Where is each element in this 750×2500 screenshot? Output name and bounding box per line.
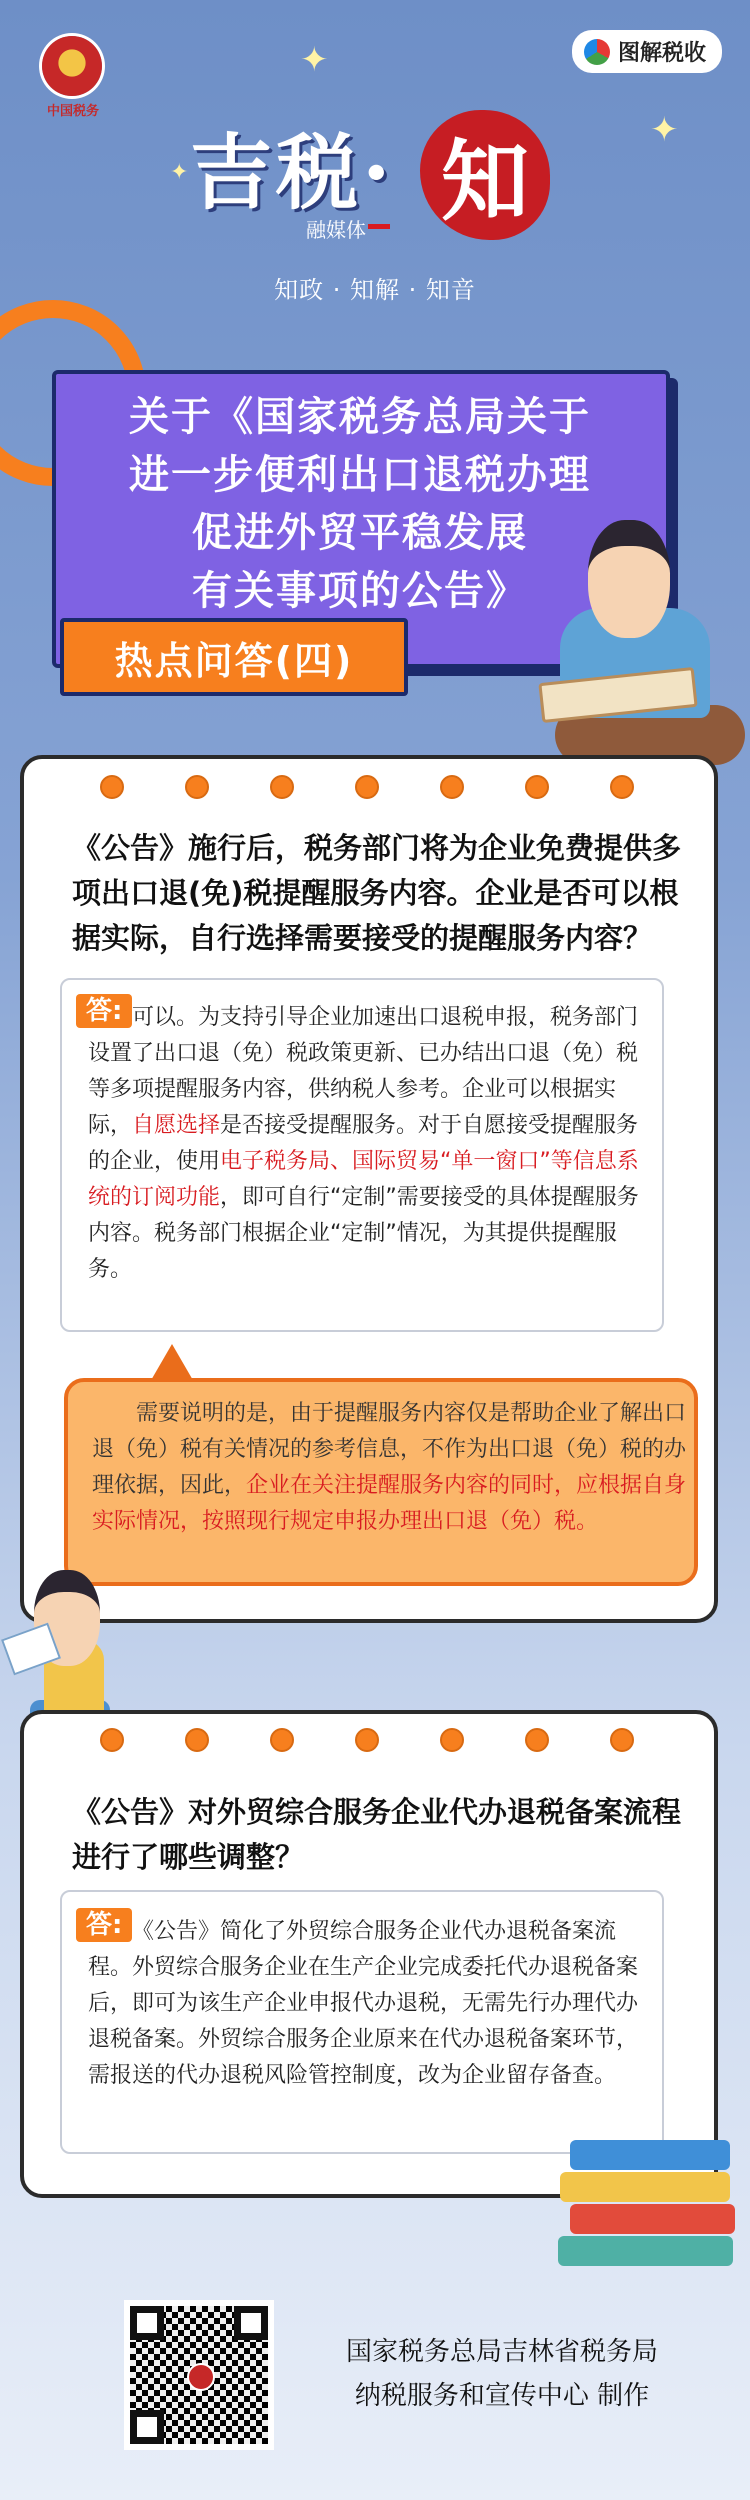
- emblem-caption: 中国税务: [46, 104, 99, 119]
- answer-text-1: [88, 1000, 648, 1288]
- answer-seg: 是否接受提醒服务。对于自愿接受提醒服务的企业，使用: [88, 1113, 639, 1174]
- book-stack-icon: [560, 2172, 730, 2202]
- answer-tag: 答:: [76, 994, 132, 1028]
- binder-dot: [440, 1728, 464, 1752]
- page-title: [60, 388, 660, 620]
- sparkle-icon: ✦: [300, 40, 329, 80]
- binder-dot: [355, 775, 379, 799]
- note-text: [92, 1396, 692, 1540]
- brand-name: 图解税收: [617, 41, 706, 66]
- tagline: 知政 · 知解 · 知音: [274, 276, 476, 304]
- note-highlight: 企业在关注提醒服务内容的同时，应根据自身实际情况，按照现行规定申报办理出口退（免）税。: [92, 1473, 687, 1534]
- footer-credit: [292, 2330, 712, 2418]
- title-line: 进一步便利出口退税办理: [129, 452, 591, 498]
- qr-code[interactable]: [124, 2300, 274, 2450]
- brand-badge: [572, 30, 722, 73]
- title-line: 有关事项的公告》: [192, 568, 528, 614]
- binder-dot: [270, 775, 294, 799]
- title-line: 促进外贸平稳发展: [192, 510, 528, 556]
- book-stack-icon: [558, 2236, 733, 2266]
- question-2: 《公告》对外贸综合服务企业代办退税备案流程进行了哪些调整？: [72, 1795, 682, 1874]
- media-label: 融媒体: [306, 218, 366, 242]
- note-pointer: [150, 1344, 194, 1382]
- footer-line: 纳税服务和宣传中心 制作: [354, 2381, 650, 2411]
- binder-dot: [525, 775, 549, 799]
- tax-emblem-icon: [42, 36, 102, 96]
- boy-illustration-head: [588, 520, 670, 638]
- binder-dot: [355, 1728, 379, 1752]
- book-stack-icon: [570, 2204, 735, 2234]
- column-title: 吉税·: [190, 125, 395, 221]
- note-seg: 需要说明的是，由于提醒服务内容仅是帮助企业了解出口退（免）税有关情况的参考信息，不作为出口退（免）税的办理依据，因此，: [92, 1401, 687, 1498]
- answer-seg: 可以。为支持引导企业加速出口退税申报，税务部门设置了出口退（免）税政策更新、已办结出口退（免）税等多项提醒服务内容，供纳税人参考。企业可以根据实际，: [88, 1005, 639, 1138]
- answer-highlight: 电子税务局、国际贸易“单一窗口”等信息系统的订阅功能: [88, 1149, 639, 1210]
- binder-dot: [610, 1728, 634, 1752]
- title-line: 关于《国家税务总局关于: [129, 394, 591, 440]
- qr-finder: [130, 2306, 164, 2340]
- binder-dot: [270, 1728, 294, 1752]
- answer-text-2: 《公告》简化了外贸综合服务企业代办退税备案流程。外贸综合服务企业在生产企业完成委托代办退税备案后，即可为该生产企业申报代办退税，无需先行办理代办退税备案。外贸综合服务企业原来在代办退税备案环节，需报送的代办退税风险管控制度，改为企业留存备查。: [88, 1919, 639, 2088]
- binder-dot: [610, 775, 634, 799]
- hot-qa-label: 热点问答(四): [114, 639, 354, 683]
- qr-logo-icon: [187, 2363, 215, 2391]
- binder-dot: [440, 775, 464, 799]
- binder-dot: [185, 775, 209, 799]
- answer-highlight: 自愿选择: [132, 1113, 221, 1138]
- qr-finder: [234, 2306, 268, 2340]
- pie-logo-icon: [584, 39, 610, 65]
- question-1: 《公告》施行后，税务部门将为企业免费提供多项出口退(免)税提醒服务内容。企业是否可以根据实际，自行选择需要接受的提醒服务内容？: [72, 831, 682, 955]
- column-title-zhi: 知: [440, 129, 529, 233]
- media-bar: [368, 224, 390, 229]
- binder-dot: [185, 1728, 209, 1752]
- qr-finder: [130, 2410, 164, 2444]
- sparkle-icon: ✦: [650, 110, 679, 150]
- binder-dot: [100, 1728, 124, 1752]
- sparkle-icon: ✦: [170, 160, 189, 185]
- qr-pattern: [130, 2306, 268, 2444]
- footer-line: 国家税务总局吉林省税务局: [345, 2337, 658, 2367]
- answer-tag: 答:: [76, 1908, 132, 1942]
- book-stack-icon: [570, 2140, 730, 2170]
- answer-seg: ，即可自行“定制”需要接受的具体提醒服务内容。税务部门根据企业“定制”情况，为其提供提醒服务。: [88, 1185, 639, 1282]
- binder-dot: [100, 775, 124, 799]
- binder-dot: [525, 1728, 549, 1752]
